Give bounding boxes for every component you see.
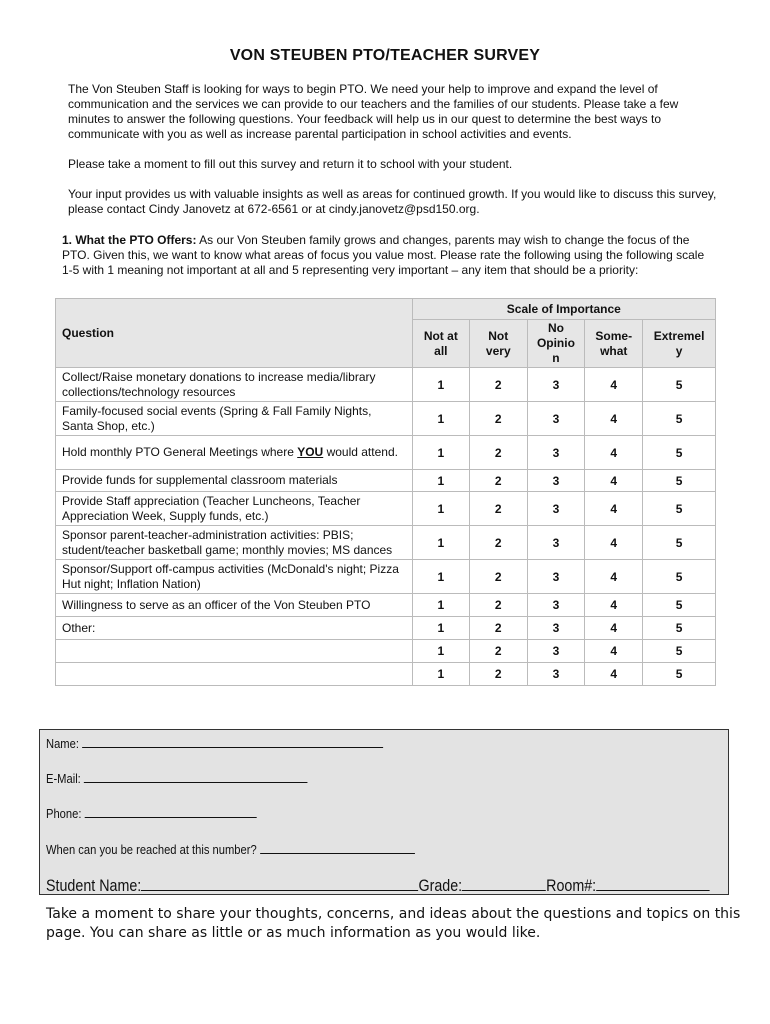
rating-option-2[interactable]: 2: [470, 368, 528, 402]
question-cell: Sponsor/Support off-campus activities (McDonald's night; Pizza Hut night; Inflation Nation): [56, 560, 413, 594]
rating-option-1[interactable]: 1: [412, 402, 469, 436]
column-header: Some- what: [585, 320, 643, 368]
rating-option-1[interactable]: 1: [412, 368, 469, 402]
name-field[interactable]: [82, 734, 383, 748]
rating-option-2[interactable]: 2: [470, 470, 528, 492]
question-cell: Willingness to serve as an officer of the Von Steuben PTO: [56, 594, 413, 617]
reach-time-field[interactable]: [260, 840, 415, 854]
rating-option-2[interactable]: 2: [470, 402, 528, 436]
table-row: [56, 560, 716, 594]
rating-option-3[interactable]: 3: [527, 663, 585, 686]
rating-option-4[interactable]: 4: [585, 492, 643, 526]
column-header: No Opinio n: [527, 320, 585, 368]
contact-form: [39, 729, 729, 895]
column-header: Not very: [470, 320, 528, 368]
question-cell: Family-focused social events (Spring & Fall Family Nights, Santa Shop, etc.): [56, 402, 413, 436]
rating-option-1[interactable]: 1: [412, 617, 469, 640]
rating-option-4[interactable]: 4: [585, 663, 643, 686]
rating-option-2[interactable]: 2: [470, 526, 528, 560]
question-1-label: 1. What the PTO Offers:: [62, 233, 197, 247]
phone-line: Phone:: [46, 804, 257, 821]
reach-time-line: When can you be reached at this number?: [46, 840, 415, 857]
table-row: [56, 526, 716, 560]
rating-option-2[interactable]: 2: [470, 640, 528, 663]
rating-option-3[interactable]: 3: [527, 470, 585, 492]
rating-option-5[interactable]: 5: [643, 663, 716, 686]
rating-option-3[interactable]: 3: [527, 617, 585, 640]
rating-option-4[interactable]: 4: [585, 470, 643, 492]
table-row: [56, 617, 716, 640]
rating-option-5[interactable]: 5: [643, 368, 716, 402]
rating-option-5[interactable]: 5: [643, 492, 716, 526]
rating-option-5[interactable]: 5: [643, 436, 716, 470]
table-row: [56, 402, 716, 436]
rating-option-5[interactable]: 5: [643, 402, 716, 436]
rating-option-5[interactable]: 5: [643, 560, 716, 594]
rating-option-4[interactable]: 4: [585, 617, 643, 640]
student-name-field[interactable]: [141, 873, 418, 891]
table-row: [56, 594, 716, 617]
rating-option-3[interactable]: 3: [527, 368, 585, 402]
table-row: [56, 492, 716, 526]
question-1-text: As our Von Steuben family grows and changes, parents may wish to change the focus of the PTO. Given this, we want to know what areas of focus you value most. Please rate the following using the following scale 1-5 with 1 meaning not important at all and 5 representing very important – any item that should be a priority:: [62, 233, 705, 277]
question-cell: Provide Staff appreciation (Teacher Luncheons, Teacher Appreciation Week, Supply funds, etc.): [56, 492, 413, 526]
rating-option-2[interactable]: 2: [470, 663, 528, 686]
return-instructions: Please take a moment to fill out this survey and return it to school with your student.: [68, 157, 513, 171]
question-cell: Provide funds for supplemental classroom materials: [56, 470, 413, 492]
table-row: [56, 640, 716, 663]
rating-option-3[interactable]: 3: [527, 492, 585, 526]
email-line: E-Mail:: [46, 769, 308, 786]
rating-option-3[interactable]: 3: [527, 594, 585, 617]
contact-info-paragraph: Your input provides us with valuable insights as well as areas for continued growth. If you would like to discuss this survey, please contact Cindy Janovetz at 672-6561 or at cindy.janovetz@psd150.org.: [68, 187, 717, 216]
table-row: [56, 436, 716, 470]
rating-option-3[interactable]: 3: [527, 526, 585, 560]
email-field[interactable]: [84, 769, 308, 783]
rating-option-3[interactable]: 3: [527, 560, 585, 594]
rating-option-5[interactable]: 5: [643, 617, 716, 640]
student-line: Student Name: Grade: Room#:: [46, 873, 710, 896]
column-header: Not at all: [412, 320, 469, 368]
intro-paragraph: The Von Steuben Staff is looking for ways to begin PTO. We need your help to improve and expand the level of communication and the services we can provide to our teachers and the families of our students. Please take a few minutes to answer the following questions. Your feedback will help us in our quest to determine the best ways to communicate with you as well as increase parental participation in school activities and events.: [68, 82, 679, 141]
rating-option-4[interactable]: 4: [585, 526, 643, 560]
rating-option-1[interactable]: 1: [412, 663, 469, 686]
closing-note: Take a moment to share your thoughts, concerns, and ideas about the questions and topics on this page. You can share as little or as much information as you would like.: [46, 906, 741, 941]
rating-option-2[interactable]: 2: [470, 436, 528, 470]
name-line: Name:: [46, 734, 383, 751]
rating-option-4[interactable]: 4: [585, 436, 643, 470]
question-cell: Collect/Raise monetary donations to increase media/library collections/technology resources: [56, 368, 413, 402]
rating-option-1[interactable]: 1: [412, 526, 469, 560]
question-cell: [56, 663, 413, 686]
scale-header: Scale of Importance: [412, 299, 715, 320]
rating-option-2[interactable]: 2: [470, 594, 528, 617]
rating-option-1[interactable]: 1: [412, 560, 469, 594]
rating-option-2[interactable]: 2: [470, 492, 528, 526]
grade-field[interactable]: [462, 873, 546, 891]
rating-table: [55, 298, 716, 686]
rating-option-4[interactable]: 4: [585, 402, 643, 436]
rating-option-5[interactable]: 5: [643, 594, 716, 617]
page-title: VON STEUBEN PTO/TEACHER SURVEY: [229, 47, 541, 64]
rating-option-5[interactable]: 5: [643, 526, 716, 560]
question-cell: Sponsor parent-teacher-administration activities: PBIS; student/teacher basketball game; monthly movies; MS dances: [56, 526, 413, 560]
question-1-intro: [62, 233, 717, 278]
rating-option-5[interactable]: 5: [643, 470, 716, 492]
rating-option-5[interactable]: 5: [643, 640, 716, 663]
table-row: [56, 368, 716, 402]
rating-option-2[interactable]: 2: [470, 560, 528, 594]
rating-option-3[interactable]: 3: [527, 402, 585, 436]
rating-option-4[interactable]: 4: [585, 640, 643, 663]
rating-option-2[interactable]: 2: [470, 617, 528, 640]
rating-option-1[interactable]: 1: [412, 470, 469, 492]
table-row: [56, 663, 716, 686]
room-field[interactable]: [596, 873, 709, 891]
question-cell: Other:: [56, 617, 413, 640]
rating-option-1[interactable]: 1: [412, 640, 469, 663]
rating-option-4[interactable]: 4: [585, 368, 643, 402]
phone-field[interactable]: [85, 804, 257, 818]
rating-option-4[interactable]: 4: [585, 560, 643, 594]
rating-option-1[interactable]: 1: [412, 594, 469, 617]
question-cell: [56, 640, 413, 663]
question-column-header: Question: [56, 299, 413, 368]
rating-option-1[interactable]: 1: [412, 492, 469, 526]
column-header: Extremel y: [643, 320, 716, 368]
question-cell: Hold monthly PTO General Meetings where YOU would attend.: [56, 436, 413, 470]
rating-option-3[interactable]: 3: [527, 640, 585, 663]
rating-option-1[interactable]: 1: [412, 436, 469, 470]
rating-option-3[interactable]: 3: [527, 436, 585, 470]
rating-option-4[interactable]: 4: [585, 594, 643, 617]
table-row: [56, 470, 716, 492]
